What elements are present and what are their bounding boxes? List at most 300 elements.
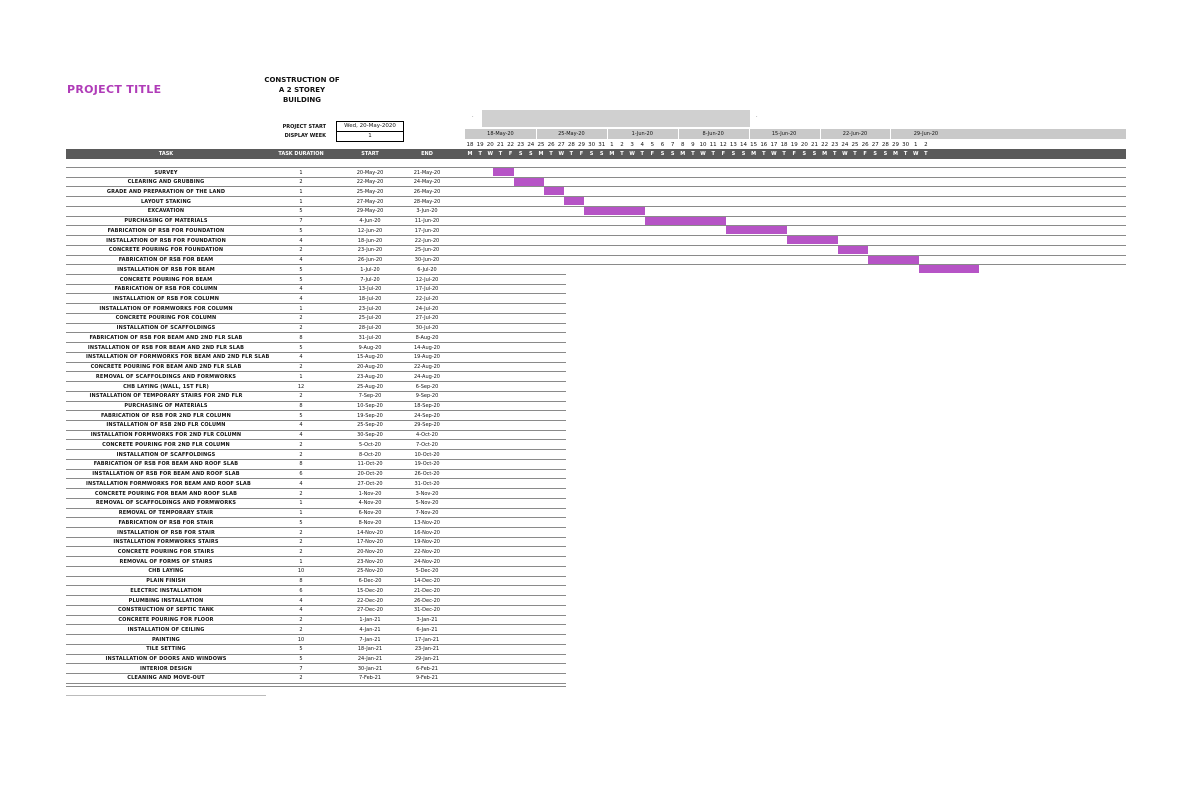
task-start[interactable]: 4-Nov-20: [358, 500, 382, 507]
day-letter: M: [893, 151, 898, 157]
task-duration[interactable]: 5: [299, 656, 303, 662]
task-name[interactable]: INSTALLATION OF RSB FOR BEAM AND ROOF SLAB: [92, 471, 240, 478]
day-number: 13: [729, 142, 737, 148]
day-number: 21: [810, 142, 818, 148]
day-letter: S: [741, 151, 746, 157]
task-start[interactable]: 22-May-20: [356, 179, 384, 186]
task-start[interactable]: 4-Jun-20: [359, 218, 381, 225]
task-name[interactable]: INSTALLATION OF SCAFFOLDINGS: [116, 325, 216, 332]
week-label: 18-May-20: [487, 131, 514, 137]
task-start[interactable]: 27-Oct-20: [357, 480, 383, 487]
task-duration[interactable]: 2: [299, 325, 303, 332]
task-duration[interactable]: 10: [297, 636, 305, 643]
day-letter: F: [579, 151, 584, 157]
task-duration[interactable]: 2: [299, 315, 303, 322]
footer-rule: [66, 695, 266, 696]
task-duration[interactable]: 2: [299, 364, 303, 371]
task-name[interactable]: FABRICATION OF RSB FOR STAIR: [118, 519, 214, 526]
task-name[interactable]: CONCRETE POURING FOR BEAM AND 2ND FLR SLAB: [90, 364, 242, 371]
task-start[interactable]: 9-Aug-20: [358, 344, 382, 351]
project-start-input[interactable]: Wed, 20-May-2020: [336, 121, 404, 132]
day-letter: S: [670, 151, 675, 157]
task-duration[interactable]: 1: [299, 188, 303, 195]
day-letter: S: [802, 151, 807, 157]
task-start[interactable]: 7-Sep-20: [358, 393, 382, 400]
task-name[interactable]: PURCHASING OF MATERIALS: [124, 218, 208, 225]
day-letter: S: [599, 151, 604, 157]
day-letter: T: [711, 151, 715, 157]
task-duration[interactable]: 5: [299, 646, 303, 653]
task-start[interactable]: 23-Jul-20: [358, 305, 382, 312]
task-end[interactable]: 30-Jun-20: [414, 257, 440, 264]
day-number: 25: [537, 142, 545, 148]
task-end[interactable]: 19-Aug-20: [414, 354, 440, 361]
task-duration[interactable]: 4: [299, 607, 303, 614]
task-end[interactable]: 6-Jan-21: [416, 626, 438, 633]
day-number: 26: [547, 142, 555, 148]
day-letter: M: [609, 151, 615, 157]
task-name[interactable]: CLEANING AND MOVE-OUT: [127, 675, 205, 682]
task-duration[interactable]: 2: [299, 539, 303, 546]
task-name[interactable]: TILE SETTING: [146, 646, 186, 653]
project-title: PROJECT TITLE: [67, 83, 162, 96]
gantt-bar[interactable]: [919, 265, 980, 273]
task-end[interactable]: 22-Aug-20: [414, 364, 440, 371]
task-end[interactable]: 8-Aug-20: [415, 334, 439, 341]
task-duration[interactable]: 4: [299, 432, 303, 439]
task-start[interactable]: 23-Aug-20: [357, 373, 383, 380]
task-name[interactable]: INSTALLATION FORMWORKS STAIRS: [113, 539, 219, 546]
gantt-bar[interactable]: [645, 217, 726, 225]
day-number: 28: [881, 142, 889, 148]
task-end[interactable]: 3-Jan-21: [416, 617, 438, 624]
task-name[interactable]: FABRICATION OF RSB FOR BEAM AND 2ND FLR SLAB: [89, 334, 243, 341]
task-start[interactable]: 17-Nov-20: [357, 539, 383, 546]
day-letter: T: [853, 151, 857, 157]
task-name[interactable]: CONCRETE POURING FOR BEAM AND ROOF SLAB: [94, 490, 238, 497]
task-end[interactable]: 26-Oct-20: [414, 471, 440, 478]
week-scrollbar[interactable]: [482, 110, 750, 127]
task-duration[interactable]: 6: [299, 471, 303, 478]
day-number: 5: [650, 142, 655, 148]
task-start[interactable]: 28-Jul-20: [358, 325, 382, 332]
task-start[interactable]: 8-Oct-20: [359, 451, 381, 458]
day-number: 10: [699, 142, 707, 148]
task-end[interactable]: 27-Jul-20: [415, 315, 439, 322]
task-name[interactable]: INSTALLATION OF RSB FOR FOUNDATION: [106, 237, 226, 244]
task-end[interactable]: 23-Jan-21: [414, 646, 440, 653]
task-end[interactable]: 28-May-20: [413, 198, 441, 205]
task-name[interactable]: FABRICATION OF RSB FOR BEAM AND ROOF SLAB: [93, 461, 239, 468]
task-duration[interactable]: 8: [299, 403, 303, 410]
day-number: 29: [892, 142, 899, 148]
task-end[interactable]: 6-Feb-21: [415, 665, 438, 672]
task-duration[interactable]: 1: [299, 558, 303, 565]
task-start[interactable]: 18-Jun-20: [357, 237, 383, 244]
task-start[interactable]: 25-May-20: [356, 188, 384, 195]
task-name[interactable]: INSTALLATION FORMWORKS FOR BEAM AND ROOF SLAB: [86, 480, 251, 487]
display-week-input[interactable]: 1: [336, 131, 404, 142]
day-number: 2: [620, 142, 624, 148]
task-start[interactable]: 30-Jan-21: [357, 665, 383, 672]
task-end[interactable]: 29-Sep-20: [414, 422, 440, 429]
week-label: 8-Jun-20: [702, 131, 724, 137]
task-duration[interactable]: 7: [299, 665, 303, 672]
task-duration[interactable]: 2: [299, 490, 303, 497]
day-number: 26: [861, 142, 869, 148]
task-end[interactable]: 16-Nov-20: [414, 529, 440, 536]
start-header: START: [361, 151, 379, 157]
task-duration[interactable]: 8: [299, 334, 303, 341]
task-duration[interactable]: 4: [299, 597, 303, 604]
task-duration[interactable]: 2: [299, 247, 303, 254]
week-label: 22-Jun-20: [842, 131, 868, 137]
task-name[interactable]: SURVEY: [154, 169, 178, 176]
day-letter: M: [822, 151, 828, 157]
task-duration[interactable]: 4: [299, 480, 303, 487]
task-end[interactable]: 26-Dec-20: [413, 597, 440, 604]
day-letter: S: [873, 151, 878, 157]
task-name[interactable]: EXCAVATION: [147, 208, 185, 215]
task-name[interactable]: FABRICATION OF RSB FOR FOUNDATION: [107, 227, 225, 234]
task-name[interactable]: CONCRETE POURING FOR FLOOR: [118, 617, 214, 624]
task-start[interactable]: 1-Nov-20: [358, 490, 382, 497]
day-letter: W: [913, 151, 919, 157]
display-week-label: DISPLAY WEEK: [284, 133, 326, 139]
task-end[interactable]: 17-Jun-20: [414, 227, 440, 234]
task-end[interactable]: 3-Nov-20: [415, 490, 439, 497]
gantt-bar[interactable]: [584, 207, 645, 215]
day-letter: M: [680, 151, 686, 157]
day-number: 18: [466, 142, 474, 148]
task-start[interactable]: 20-May-20: [356, 169, 384, 176]
gantt-bar[interactable]: [564, 197, 584, 205]
task-name[interactable]: GRADE AND PREPARATION OF THE LAND: [106, 188, 226, 195]
task-duration[interactable]: 1: [299, 373, 303, 380]
scroll-right-icon[interactable]: ·: [756, 114, 758, 120]
task-end[interactable]: 6-Sep-20: [415, 383, 439, 390]
task-end[interactable]: 7-Oct-20: [416, 441, 438, 448]
task-duration[interactable]: 6: [299, 587, 303, 594]
duration-header: TASK DURATION: [278, 151, 324, 157]
task-start[interactable]: 1-Jan-21: [359, 617, 381, 624]
task-start[interactable]: 20-Nov-20: [357, 548, 383, 555]
day-letter: W: [771, 151, 777, 157]
task-name[interactable]: REMOVAL OF TEMPORARY STAIR: [118, 510, 214, 517]
day-letter: T: [640, 151, 644, 157]
task-name[interactable]: PURCHASING OF MATERIALS: [124, 403, 208, 410]
task-name[interactable]: CLEARING AND GRUBBING: [127, 179, 205, 186]
task-name[interactable]: CONCRETE POURING FOR BEAM: [119, 276, 213, 283]
task-name[interactable]: CONCRETE POURING FOR FOUNDATION: [108, 247, 224, 254]
task-duration[interactable]: 2: [299, 626, 303, 633]
task-duration[interactable]: 2: [299, 675, 303, 682]
task-name[interactable]: INSTALLATION OF CEILING: [127, 626, 205, 633]
task-end[interactable]: 5-Nov-20: [415, 500, 439, 507]
task-end[interactable]: 13-Nov-20: [414, 519, 440, 526]
task-start[interactable]: 25-Aug-20: [357, 383, 383, 390]
task-duration[interactable]: 4: [299, 295, 303, 302]
task-name[interactable]: INSTALLATION OF FORMWORKS FOR COLUMN: [99, 305, 233, 312]
day-letter: T: [782, 151, 786, 157]
task-start[interactable]: 22-Dec-20: [356, 597, 383, 604]
day-letter: T: [924, 151, 928, 157]
task-name[interactable]: CONSTRUCTION OF SEPTIC TANK: [118, 607, 214, 614]
task-name[interactable]: PAINTING: [152, 636, 180, 643]
task-end[interactable]: 14-Aug-20: [414, 344, 440, 351]
task-start[interactable]: 27-Dec-20: [356, 607, 383, 614]
task-name[interactable]: INSTALLATION OF TEMPORARY STAIRS FOR 2ND FLR: [89, 393, 243, 400]
day-letter: T: [549, 151, 553, 157]
task-end[interactable]: 29-Jan-21: [414, 656, 440, 662]
task-duration[interactable]: 4: [299, 354, 303, 361]
task-name[interactable]: REMOVAL OF SCAFFOLDINGS AND FORMWORKS: [95, 373, 237, 380]
task-name[interactable]: INSTALLATION OF RSB FOR BEAM AND 2ND FLR SLAB: [87, 344, 245, 351]
day-number: 21: [496, 142, 504, 148]
day-letter: F: [508, 151, 513, 157]
day-letter: S: [731, 151, 736, 157]
task-start[interactable]: 14-Nov-20: [357, 529, 383, 536]
task-end[interactable]: 10-Oct-20: [414, 451, 440, 458]
day-number: 30: [588, 142, 596, 148]
task-name[interactable]: PLAIN FINISH: [146, 578, 186, 585]
task-start[interactable]: 26-Jun-20: [357, 257, 383, 264]
task-duration[interactable]: 1: [299, 500, 303, 507]
task-start[interactable]: 6-Dec-20: [358, 578, 382, 585]
task-start[interactable]: 4-Jan-21: [359, 626, 381, 633]
task-end[interactable]: 17-Jan-21: [414, 636, 440, 643]
task-start[interactable]: 11-Oct-20: [357, 461, 383, 468]
day-letter: W: [629, 151, 635, 157]
task-name[interactable]: CONCRETE POURING FOR 2ND FLR COLUMN: [102, 441, 230, 448]
task-duration[interactable]: 5: [299, 208, 303, 215]
task-end[interactable]: 24-Nov-20: [414, 558, 440, 565]
task-start[interactable]: 25-Jul-20: [358, 315, 382, 322]
day-letter: T: [903, 151, 908, 157]
task-end[interactable]: 22-Jun-20: [414, 237, 440, 244]
task-duration[interactable]: 4: [299, 422, 303, 429]
task-name[interactable]: FABRICATION OF RSB FOR 2ND FLR COLUMN: [101, 412, 231, 419]
day-number: 24: [527, 142, 535, 148]
day-letter: T: [620, 151, 624, 157]
task-duration[interactable]: 2: [299, 548, 303, 555]
task-end[interactable]: 9-Sep-20: [415, 393, 439, 400]
day-letter: T: [498, 151, 503, 157]
gantt-bar[interactable]: [787, 236, 838, 244]
task-end[interactable]: 17-Jul-20: [415, 286, 439, 293]
task-duration[interactable]: 5: [299, 344, 303, 351]
gantt-bar[interactable]: [544, 187, 564, 195]
task-start[interactable]: 5-Oct-20: [359, 441, 381, 448]
task-duration[interactable]: 1: [299, 305, 303, 312]
task-start[interactable]: 12-Jun-20: [357, 227, 383, 234]
day-letter: F: [792, 151, 796, 157]
task-duration[interactable]: 10: [297, 568, 305, 575]
task-end[interactable]: 9-Feb-21: [415, 675, 438, 682]
day-number: 28: [567, 142, 575, 148]
day-number: 19: [790, 142, 798, 148]
task-name[interactable]: FABRICATION OF RSB FOR COLUMN: [114, 286, 218, 293]
task-name[interactable]: INSTALLATION OF DOORS AND WINDOWS: [105, 656, 227, 662]
task-duration[interactable]: 2: [299, 179, 303, 186]
task-start[interactable]: 20-Aug-20: [357, 364, 383, 371]
task-start[interactable]: 19-Sep-20: [357, 412, 383, 419]
task-name[interactable]: INSTALLATION FORMWORKS FOR 2ND FLR COLUMN: [90, 432, 242, 439]
task-end[interactable]: 24-Jul-20: [415, 305, 439, 312]
task-end[interactable]: 26-May-20: [413, 188, 441, 195]
task-duration[interactable]: 5: [299, 519, 303, 526]
day-letter: S: [589, 151, 594, 157]
task-name[interactable]: INSTALLATION OF RSB FOR COLUMN: [112, 295, 220, 302]
day-letter: S: [518, 151, 523, 157]
task-name[interactable]: CONCRETE POURING FOR COLUMN: [115, 315, 217, 322]
day-letter: T: [478, 151, 482, 157]
task-duration[interactable]: 5: [299, 412, 303, 419]
task-end[interactable]: 31-Oct-20: [414, 480, 440, 487]
task-end[interactable]: 24-Aug-20: [414, 373, 440, 380]
task-duration[interactable]: 8: [299, 578, 303, 585]
task-start[interactable]: 18-Jan-21: [357, 646, 383, 653]
task-start[interactable]: 27-May-20: [356, 198, 384, 205]
task-name[interactable]: PLUMBING INSTALLATION: [128, 597, 204, 604]
day-letter: S: [660, 151, 665, 157]
task-duration[interactable]: 4: [299, 257, 303, 264]
task-duration[interactable]: 5: [299, 276, 303, 283]
task-start[interactable]: 25-Nov-20: [357, 568, 383, 575]
task-end[interactable]: 4-Oct-20: [416, 432, 438, 439]
task-start[interactable]: 13-Jul-20: [358, 286, 382, 293]
task-duration[interactable]: 2: [299, 393, 303, 400]
gantt-bar[interactable]: [868, 256, 919, 264]
task-end[interactable]: 18-Sep-20: [414, 403, 440, 410]
day-letter: T: [833, 151, 837, 157]
task-end[interactable]: 7-Nov-20: [415, 510, 439, 517]
task-name[interactable]: CHB LAYING (WALL, 1ST FLR): [123, 383, 209, 390]
task-end[interactable]: 12-Jul-20: [415, 276, 439, 283]
task-start[interactable]: 20-Oct-20: [357, 471, 383, 478]
day-number: 14: [740, 142, 748, 148]
day-number: 15: [750, 142, 758, 148]
task-name[interactable]: INSTALLATION OF RSB FOR STAIR: [116, 529, 216, 536]
task-end[interactable]: 31-Dec-20: [413, 607, 440, 614]
day-letter: T: [762, 151, 766, 157]
task-end[interactable]: 25-Jun-20: [414, 247, 440, 254]
task-end[interactable]: 21-Dec-20: [413, 587, 440, 594]
gantt-bar[interactable]: [838, 246, 868, 254]
task-name[interactable]: CONCRETE POURING FOR STAIRS: [117, 548, 215, 555]
day-number: 8: [681, 142, 685, 148]
task-duration[interactable]: 1: [299, 169, 303, 176]
day-letter: S: [883, 151, 888, 157]
task-start[interactable]: 23-Nov-20: [357, 558, 383, 565]
task-start[interactable]: 6-Nov-20: [358, 510, 382, 517]
task-start[interactable]: 10-Sep-20: [357, 403, 383, 410]
day-letter: S: [812, 151, 817, 157]
task-name[interactable]: CHB LAYING: [148, 568, 184, 575]
gantt-bar[interactable]: [726, 226, 787, 234]
task-end[interactable]: 22-Jul-20: [415, 295, 439, 302]
task-name[interactable]: REMOVAL OF SCAFFOLDINGS AND FORMWORKS: [95, 500, 237, 507]
task-duration[interactable]: 5: [299, 227, 303, 234]
task-name[interactable]: INSTALLATION OF RSB FOR BEAM: [117, 266, 215, 273]
task-start[interactable]: 15-Dec-20: [356, 587, 383, 594]
task-duration[interactable]: 12: [297, 383, 305, 390]
task-duration[interactable]: 2: [299, 451, 303, 458]
scroll-left-icon[interactable]: ·: [472, 114, 474, 120]
task-header: TASK: [158, 151, 174, 157]
task-end[interactable]: 11-Jun-20: [414, 218, 440, 225]
task-end[interactable]: 14-Dec-20: [413, 578, 440, 585]
task-end[interactable]: 30-Jul-20: [415, 325, 439, 332]
task-end[interactable]: 19-Nov-20: [414, 539, 440, 546]
day-number: 17: [770, 142, 778, 148]
task-end[interactable]: 22-Nov-20: [414, 548, 440, 555]
day-letter: F: [721, 151, 725, 157]
week-label: 15-Jun-20: [771, 131, 797, 137]
task-end[interactable]: 19-Oct-20: [414, 461, 440, 468]
task-name[interactable]: ELECTRIC INSTALLATION: [130, 587, 202, 594]
task-duration[interactable]: 1: [299, 198, 303, 205]
task-start[interactable]: 8-Nov-20: [358, 519, 382, 526]
task-start[interactable]: 7-Feb-21: [358, 675, 381, 682]
week-label: 29-Jun-20: [913, 131, 939, 137]
task-start[interactable]: 1-Jul-20: [360, 266, 380, 273]
gantt-bar[interactable]: [493, 168, 513, 176]
task-name[interactable]: INSTALLATION OF RSB 2ND FLR COLUMN: [106, 422, 226, 429]
row-line: [66, 683, 566, 684]
task-end[interactable]: 3-Jun-20: [416, 208, 438, 215]
task-start[interactable]: 29-May-20: [356, 208, 384, 215]
task-end[interactable]: 24-Sep-20: [414, 412, 440, 419]
task-duration[interactable]: 4: [299, 286, 303, 293]
task-duration[interactable]: 2: [299, 617, 303, 624]
task-start[interactable]: 7-Jul-20: [360, 276, 380, 283]
task-duration[interactable]: 7: [299, 218, 303, 225]
task-start[interactable]: 18-Jul-20: [358, 295, 382, 302]
task-duration[interactable]: 5: [299, 266, 303, 273]
task-start[interactable]: 30-Sep-20: [357, 432, 383, 439]
task-start[interactable]: 15-Aug-20: [357, 354, 383, 361]
gantt-bar[interactable]: [514, 178, 544, 186]
task-duration[interactable]: 4: [299, 237, 303, 244]
day-number: 20: [800, 142, 808, 148]
task-name[interactable]: REMOVAL OF FORMS OF STAIRS: [119, 558, 213, 565]
task-duration[interactable]: 8: [299, 461, 303, 468]
task-duration[interactable]: 2: [299, 529, 303, 536]
task-end[interactable]: 6-Jul-20: [417, 266, 437, 273]
task-name[interactable]: LAYOUT STAKING: [140, 198, 192, 205]
task-end[interactable]: 24-May-20: [413, 179, 441, 186]
day-number: 7: [670, 142, 675, 148]
task-start[interactable]: 23-Jun-20: [357, 247, 383, 254]
task-duration[interactable]: 2: [299, 441, 303, 448]
task-name[interactable]: INTERIOR DESIGN: [140, 665, 192, 672]
day-number: 31: [598, 142, 606, 148]
task-end[interactable]: 5-Dec-20: [415, 568, 439, 575]
task-duration[interactable]: 1: [299, 510, 303, 517]
task-start[interactable]: 24-Jan-21: [357, 656, 383, 662]
task-end[interactable]: 21-May-20: [413, 169, 441, 176]
task-name[interactable]: INSTALLATION OF FORMWORKS FOR BEAM AND 2ND FLR SLAB: [86, 354, 270, 361]
project-start-label: PROJECT START: [282, 124, 326, 130]
day-number: 11: [709, 142, 717, 148]
task-start[interactable]: 25-Sep-20: [357, 422, 383, 429]
task-name[interactable]: INSTALLATION OF SCAFFOLDINGS: [116, 451, 216, 458]
day-number: 22: [507, 142, 515, 148]
task-name[interactable]: FABRICATION OF RSB FOR BEAM: [118, 257, 214, 264]
task-start[interactable]: 7-Jan-21: [359, 636, 381, 643]
task-start[interactable]: 31-Jul-20: [358, 334, 382, 341]
